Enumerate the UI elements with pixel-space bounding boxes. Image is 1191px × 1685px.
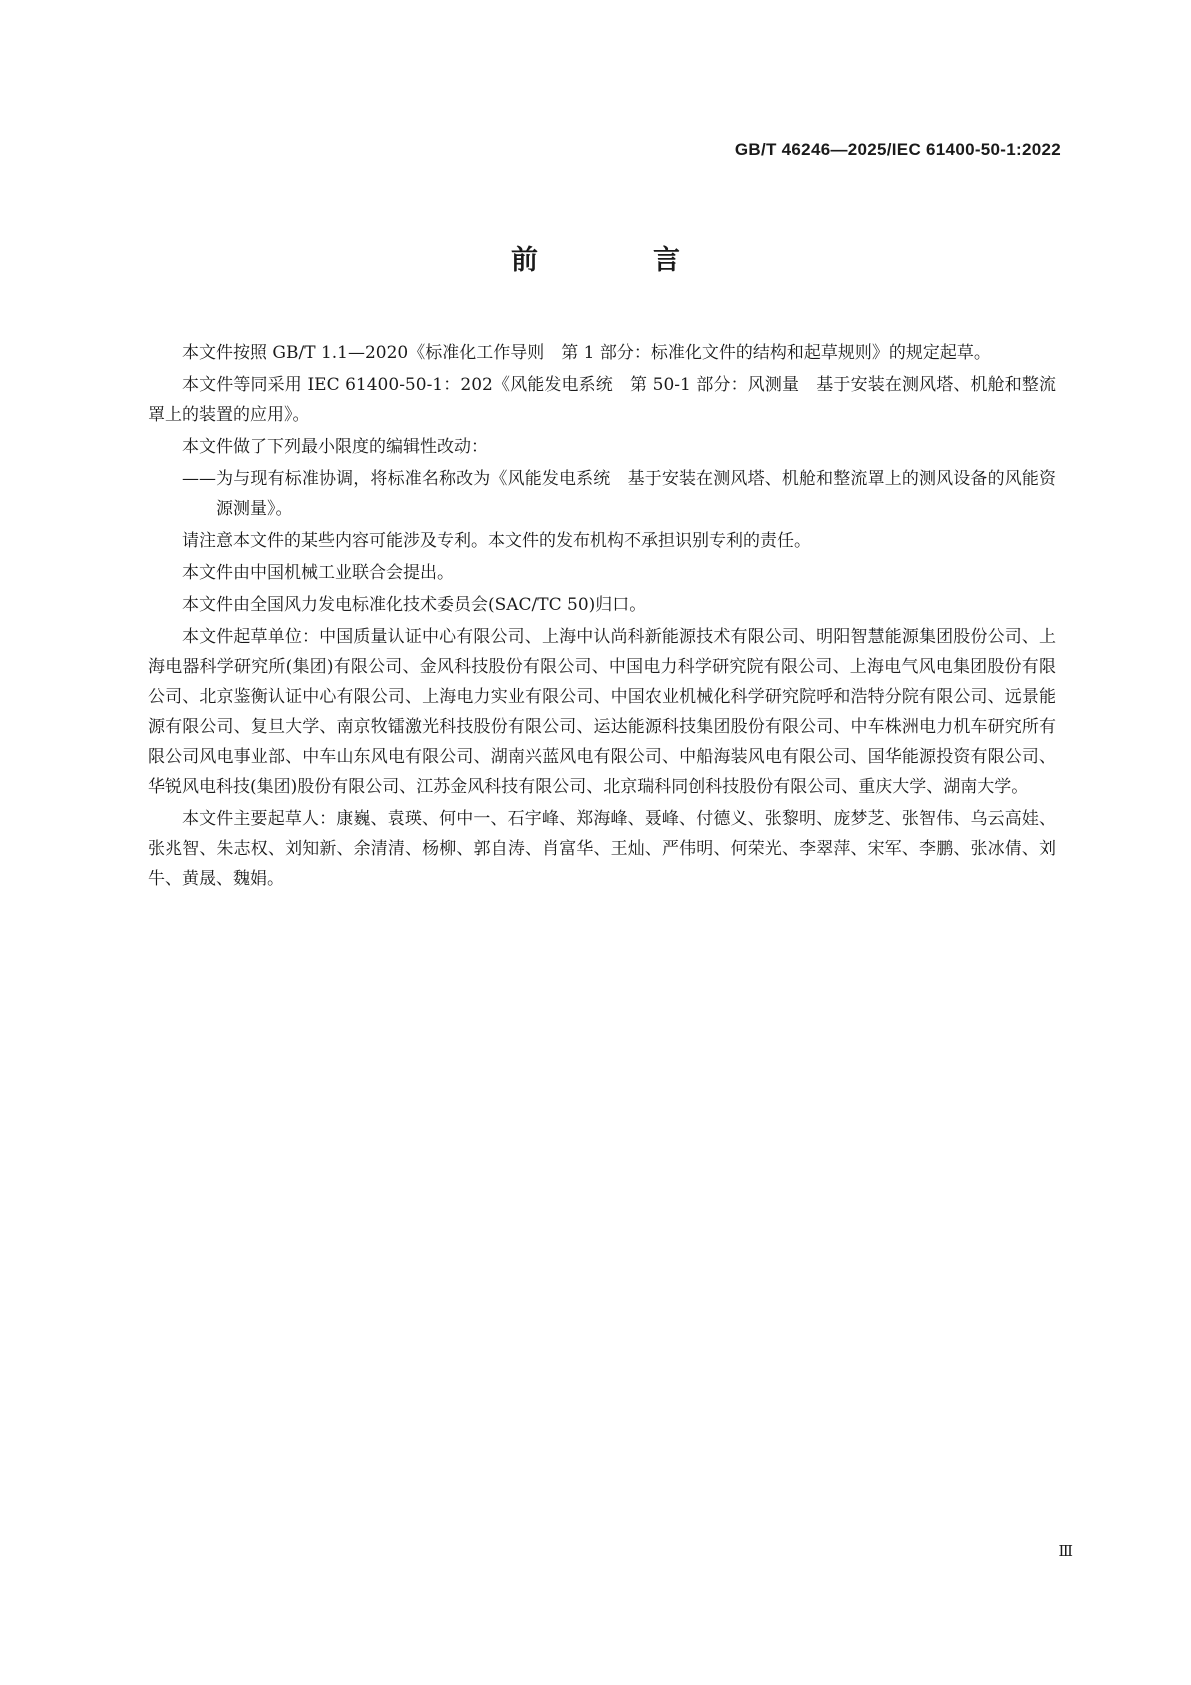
paragraph-committee: 本文件由全国风力发电标准化技术委员会(SAC/TC 50)归口。 [182, 595, 647, 615]
page-number: Ⅲ [1058, 1542, 1073, 1560]
paragraph-title-change-item: ——为与现有标准协调，将标准名称改为《风能发电系统 基于安装在测风塔、机舱和整流罩上的测风设备的风能资源测量》。 [182, 469, 1056, 519]
standard-code: GB/T 46246—2025/IEC 61400-50-1:2022 [734, 140, 1061, 159]
paragraph-drafting-rules: 本文件按照 GB/T 1.1—2020《标准化工作导则 第 1 部分：标准化文件的结构和起草规则》的规定起草。 [182, 343, 991, 363]
page-title: 前 言 [511, 245, 724, 276]
paragraph-proposer: 本文件由中国机械工业联合会提出。 [182, 563, 454, 583]
paragraph-patent-notice: 请注意本文件的某些内容可能涉及专利。本文件的发布机构不承担识别专利的责任。 [182, 531, 811, 551]
paragraph-adoption: 本文件等同采用 IEC 61400-50-1：202《风能发电系统 第 50-1 部分：风测量 基于安装在测风塔、机舱和整流罩上的装置的应用》。 [148, 375, 1056, 425]
paragraph-drafters: 本文件主要起草人：康巍、袁瑛、何中一、石宇峰、郑海峰、聂峰、付德义、张黎明、庞梦芝、张智伟、乌云高娃、张兆智、朱志权、刘知新、余清清、杨柳、郭自涛、肖富华、王灿、严伟明、何荣光、李翠萍、宋军、李鹏、张冰倩、刘牛、黄晟、魏娟。 [148, 809, 1056, 889]
paragraph-drafting-units: 本文件起草单位：中国质量认证中心有限公司、上海中认尚科新能源技术有限公司、明阳智慧能源集团股份公司、上海电器科学研究所(集团)有限公司、金风科技股份有限公司、中国电力科学研究院有限公司、上海电气风电集团股份有限公司、北京鉴衡认证中心有限公司、上海电力实业有限公司、中国农业机械化科学研究院呼和浩特分院有限公司、远景能源有限公司、复旦大学、南京牧镭激光科技股份有限公司、运达能源科技集团股份有限公司、中车株洲电力机车研究所有限公司风电事业部、中车山东风电有限公司、湖南兴蓝风电有限公司、中船海装风电有限公司、国华能源投资有限公司、华锐风电科技(集团)股份有限公司、江苏金风科技有限公司、北京瑞科同创科技股份有限公司、重庆大学、湖南大学。 [148, 627, 1056, 797]
preface-body [148, 338, 1056, 896]
paragraph-editorial-changes: 本文件做了下列最小限度的编辑性改动： [182, 437, 488, 457]
